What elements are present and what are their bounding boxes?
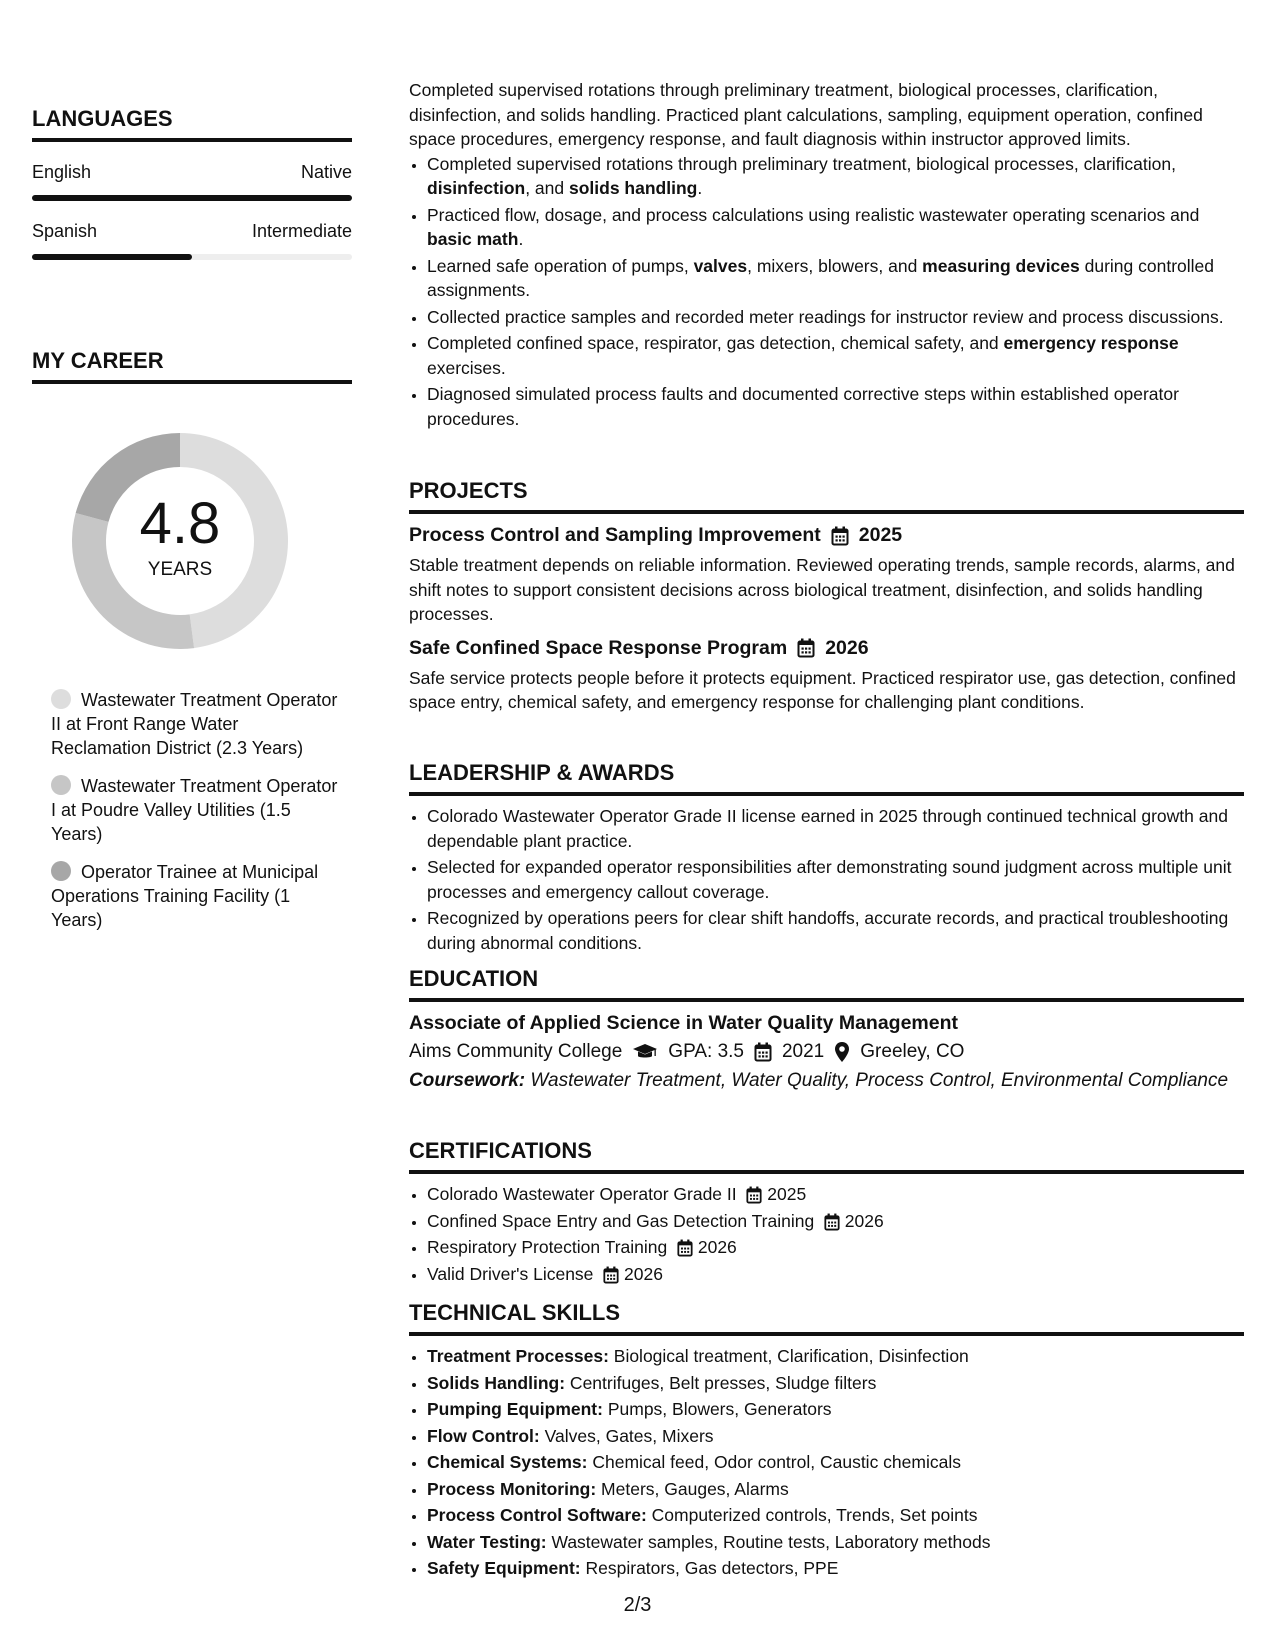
- skill-values: Wastewater samples, Routine tests, Laboratory methods: [546, 1531, 991, 1552]
- calendar-icon: [603, 1266, 619, 1284]
- skill-category: Safety Equipment:: [427, 1558, 581, 1578]
- certification-item: [427, 1262, 1244, 1287]
- skill-category: Flow Control:: [427, 1425, 540, 1446]
- education-year: 2021: [781, 1041, 825, 1062]
- experience-bullet: • Completed supervised rotations through preliminary treatment, biological processes, clarification, disinfection, and solids handling.: [427, 152, 1244, 201]
- keyword: disinfection: [427, 178, 526, 198]
- skill-item: [427, 1477, 1244, 1502]
- calendar-icon: [754, 1042, 772, 1062]
- career-section: [32, 348, 352, 946]
- experience-bullet: • Diagnosed simulated process faults and documented corrective steps within established operator procedures.: [427, 382, 1244, 431]
- skill-values: Computerized controls, Trends, Set points: [646, 1505, 978, 1525]
- certification-name: Respiratory Protection Training: [427, 1237, 668, 1257]
- language-name: English: [32, 162, 92, 182]
- skills-section: [409, 1300, 1244, 1583]
- skill-item: [427, 1371, 1244, 1396]
- experience-bullet: • Completed confined space, respirator, gas detection, chemical safety, and emergency response exercises.: [427, 331, 1244, 380]
- project-title: Safe Confined Space Response Program: [409, 636, 788, 659]
- skill-item: [427, 1503, 1244, 1528]
- certification-item: [427, 1209, 1244, 1234]
- experience-bullet: • Learned safe operation of pumps, valves, mixers, blowers, and measuring devices during controlled assignments.: [427, 254, 1244, 303]
- keyword: emergency response: [1003, 333, 1179, 353]
- skill-values: Valves, Gates, Mixers: [539, 1425, 714, 1446]
- coursework-list: Wastewater Treatment, Water Quality, Process Control, Environmental Compliance: [525, 1070, 1229, 1091]
- language-bar-fill: [32, 254, 192, 260]
- skill-category: Chemical Systems:: [427, 1452, 588, 1472]
- leadership-heading: LEADERSHIP & AWARDS: [409, 760, 1244, 796]
- projects-section: [409, 478, 1244, 715]
- skill-values: Biological treatment, Clarification, Disinfection: [608, 1346, 969, 1366]
- skill-item: [427, 1344, 1244, 1369]
- calendar-icon: [797, 638, 815, 658]
- education-coursework: [409, 1069, 1244, 1093]
- language-level: Intermediate: [251, 221, 352, 241]
- certifications-heading: CERTIFICATIONS: [409, 1138, 1244, 1174]
- legend-item: [51, 860, 341, 932]
- legend-label: Wastewater Treatment Operator II at Front Range Water Reclamation District (2.3 Years): [51, 690, 338, 758]
- legend-label: Operator Trainee at Municipal Operations Training Facility (1 Years): [51, 862, 319, 930]
- skill-category: Water Testing:: [427, 1531, 547, 1552]
- keyword: measuring devices: [922, 255, 1080, 276]
- project-title: Process Control and Sampling Improvement: [409, 524, 821, 546]
- project-item: [409, 524, 1244, 627]
- language-level: Native: [300, 162, 352, 182]
- skill-item: [427, 1450, 1244, 1475]
- graduation-cap-icon: [632, 1043, 658, 1061]
- legend-label: Wastewater Treatment Operator I at Poudre Valley Utilities (1.5 Years): [51, 776, 338, 844]
- education-school: Aims Community College: [409, 1041, 623, 1062]
- skills-heading: TECHNICAL SKILLS: [409, 1300, 1244, 1336]
- keyword: valves: [693, 255, 748, 276]
- certification-name: Colorado Wastewater Operator Grade II: [427, 1184, 737, 1204]
- education-gpa: GPA: 3.5: [668, 1041, 744, 1062]
- language-bar: [32, 254, 352, 260]
- certification-year: 2026: [624, 1263, 663, 1284]
- language-english: [32, 162, 352, 201]
- certification-item: [427, 1182, 1244, 1207]
- leadership-item: • Selected for expanded operator responsibilities after demonstrating sound judgment across multiple unit processes and emergency callout coverage.: [427, 855, 1244, 904]
- legend-dot: [51, 775, 71, 795]
- legend-item: [51, 774, 341, 846]
- certification-name: Valid Driver's License: [427, 1263, 594, 1284]
- certification-year: 2026: [697, 1237, 737, 1257]
- skill-category: Solids Handling:: [427, 1372, 566, 1393]
- skill-item: [427, 1397, 1244, 1422]
- education-heading: EDUCATION: [409, 966, 1244, 1002]
- coursework-label: Coursework:: [409, 1070, 526, 1091]
- career-total-years: 4.8: [139, 491, 221, 556]
- skill-category: Process Control Software:: [427, 1505, 647, 1525]
- project-year: 2025: [858, 524, 903, 546]
- career-heading: MY CAREER: [32, 348, 352, 384]
- skill-values: Chemical feed, Odor control, Caustic chemicals: [587, 1452, 961, 1472]
- language-bar: [32, 195, 352, 201]
- experience-bullets: [409, 152, 1244, 432]
- skill-category: Process Monitoring:: [427, 1478, 597, 1499]
- certification-year: 2026: [844, 1210, 884, 1231]
- experience-bullet: • Practiced flow, dosage, and process calculations using realistic wastewater operating scenarios and basic math.: [427, 203, 1244, 252]
- leadership-section: [409, 760, 1244, 957]
- skill-item: [427, 1556, 1244, 1581]
- skill-values: Centrifuges, Belt presses, Sludge filters: [565, 1372, 877, 1393]
- skill-category: Treatment Processes:: [427, 1346, 609, 1366]
- certification-year: 2025: [767, 1184, 807, 1204]
- career-unit: YEARS: [147, 559, 213, 580]
- languages-section: [32, 106, 352, 260]
- skills-list: [409, 1344, 1244, 1581]
- legend-item: [51, 688, 341, 760]
- leadership-item: • Recognized by operations peers for clear shift handoffs, accurate records, and practical troubleshooting during abnormal conditions.: [427, 906, 1244, 955]
- calendar-icon: [831, 526, 849, 546]
- education-section: [409, 966, 1244, 1093]
- education-location: Greeley, CO: [860, 1041, 965, 1062]
- keyword: basic math: [427, 229, 519, 249]
- career-legend: [51, 688, 341, 932]
- education-meta: [409, 1041, 1244, 1063]
- location-pin-icon: [834, 1041, 850, 1063]
- certification-item: [427, 1235, 1244, 1260]
- language-bar-fill: [32, 195, 352, 201]
- calendar-icon: [824, 1213, 840, 1231]
- project-description: Stable treatment depends on reliable information. Reviewed operating trends, sample records, alarms, and shift notes to support consistent decisions across biological treatment, disinfection, and solids handling processes.: [409, 555, 1235, 624]
- legend-dot: [51, 861, 71, 881]
- experience-summary: Completed supervised rotations through preliminary treatment, biological processes, clarification, disinfection, and solids handling. Practiced plant calculations, sampling, equipment operation, confined space procedures, emergency response, and fault diagnosis within instructor approved limits.: [409, 80, 1203, 149]
- skill-item: [427, 1530, 1244, 1555]
- experience-section: [409, 78, 1244, 433]
- language-name: Spanish: [32, 221, 98, 241]
- language-spanish: [32, 221, 352, 260]
- leadership-list: [409, 804, 1244, 955]
- calendar-icon: [677, 1239, 693, 1257]
- experience-bullet: • Collected practice samples and recorded meter readings for instructor review and process discussions.: [427, 305, 1244, 330]
- keyword: solids handling: [569, 178, 698, 198]
- calendar-icon: [746, 1186, 762, 1204]
- projects-heading: PROJECTS: [409, 478, 1244, 514]
- page-number: 2/3: [623, 1594, 652, 1616]
- skill-category: Pumping Equipment:: [427, 1399, 603, 1419]
- legend-dot: [51, 689, 71, 709]
- skill-values: Pumps, Blowers, Generators: [602, 1399, 832, 1419]
- certification-name: Confined Space Entry and Gas Detection Training: [427, 1210, 815, 1231]
- certifications-section: [409, 1138, 1244, 1288]
- skill-values: Respirators, Gas detectors, PPE: [580, 1558, 839, 1578]
- project-item: [409, 637, 1244, 715]
- project-year: 2026: [825, 636, 869, 659]
- leadership-item: • Colorado Wastewater Operator Grade II license earned in 2025 through continued technical growth and dependable plant practice.: [427, 804, 1244, 853]
- career-donut: [65, 426, 295, 656]
- languages-heading: LANGUAGES: [32, 106, 352, 142]
- skill-values: Meters, Gauges, Alarms: [596, 1478, 789, 1499]
- education-degree: Associate of Applied Science in Water Quality Management: [409, 1012, 959, 1034]
- project-description: Safe service protects people before it protects equipment. Practiced respirator use, gas detection, confined space entry, chemical safety, and emergency response for challenging plant conditions.: [409, 667, 1236, 712]
- skill-item: [427, 1424, 1244, 1449]
- certifications-list: [409, 1182, 1244, 1286]
